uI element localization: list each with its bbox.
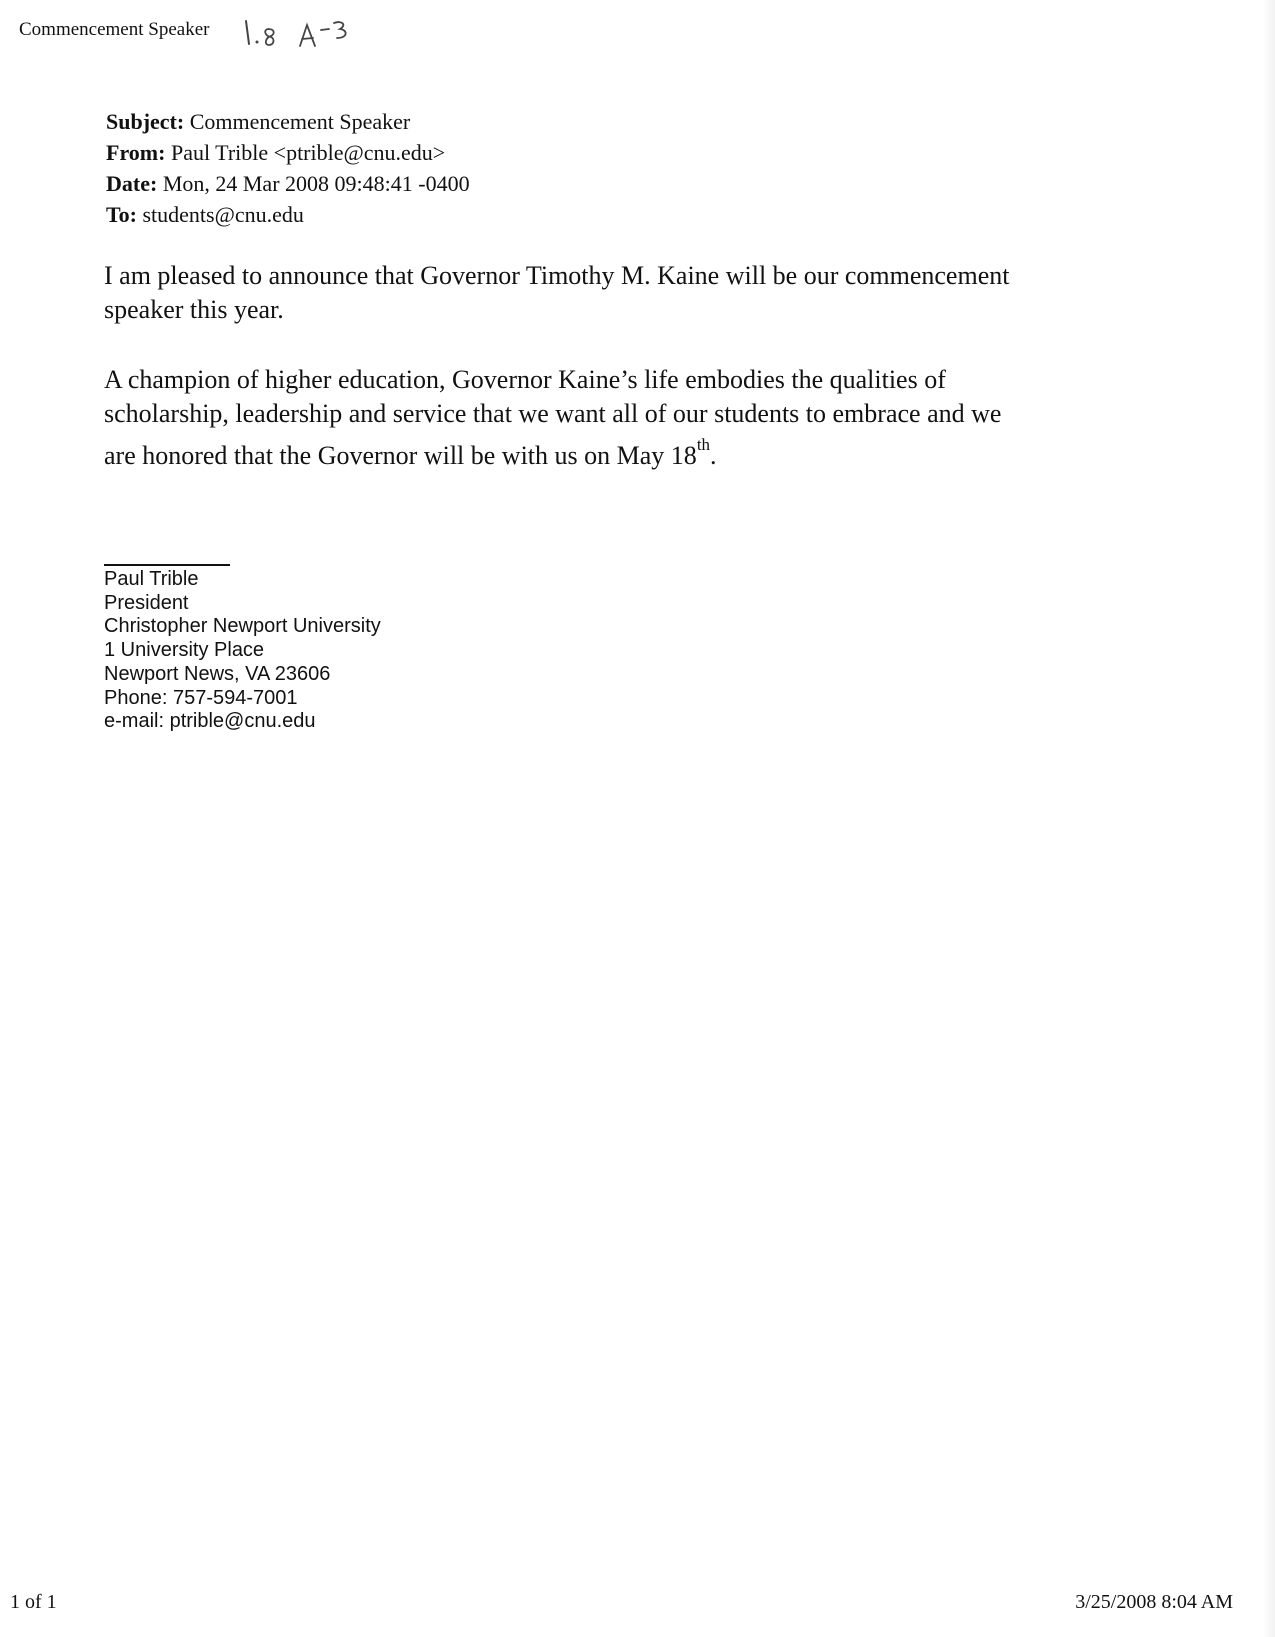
- signature-phone: Phone: 757-594-7001: [104, 686, 298, 709]
- body-line: A champion of higher education, Governor Kaine’s life embodies the qualities of: [104, 365, 946, 394]
- body-line: scholarship, leadership and service that we want all of our students to embrace and we: [104, 399, 1002, 428]
- ordinal-superscript: th: [696, 435, 711, 454]
- body-line: [104, 435, 1134, 473]
- page-title: Commencement Speaker: [19, 19, 210, 40]
- page-edge: [1263, 0, 1275, 1637]
- to-value: students@cnu.edu: [142, 202, 304, 227]
- from-value: Paul Trible <ptrible@cnu.edu>: [170, 140, 446, 165]
- date-label: Date:: [106, 171, 158, 196]
- body-paragraph-2: [104, 363, 1134, 473]
- from-row: [106, 137, 470, 168]
- date-row: [106, 168, 470, 199]
- body-line: I am pleased to announce that Governor Timothy M. Kaine will be our commencement: [104, 261, 1010, 290]
- page-count: 1 of 1: [10, 1591, 57, 1613]
- signature-separator: [104, 564, 230, 566]
- from-label: From:: [106, 140, 166, 165]
- to-row: [106, 199, 470, 230]
- sentence-end: .: [710, 441, 717, 470]
- subject-row: [106, 106, 470, 137]
- signature-organization: Christopher Newport University: [104, 615, 381, 638]
- signature-name: Paul Trible: [104, 568, 199, 590]
- handwritten-note: [244, 17, 379, 59]
- body-paragraph-1: [104, 259, 1134, 327]
- email-headers: [106, 106, 470, 230]
- signature-title: President: [104, 591, 189, 614]
- to-label: To:: [106, 202, 137, 227]
- signature-block: [104, 568, 381, 734]
- printed-timestamp: 3/25/2008 8:04 AM: [1075, 1591, 1233, 1613]
- signature-address-line-1: 1 University Place: [104, 639, 265, 662]
- subject-label: Subject:: [106, 109, 185, 134]
- signature-address-line-2: Newport News, VA 23606: [104, 662, 331, 685]
- subject-value: Commencement Speaker: [189, 109, 411, 134]
- body-line: speaker this year.: [104, 295, 284, 324]
- body-line-text: are honored that the Governor will be with us on May 18: [104, 441, 697, 470]
- date-value: Mon, 24 Mar 2008 09:48:41 -0400: [162, 171, 470, 196]
- signature-email: e-mail: ptrible@cnu.edu: [104, 710, 316, 733]
